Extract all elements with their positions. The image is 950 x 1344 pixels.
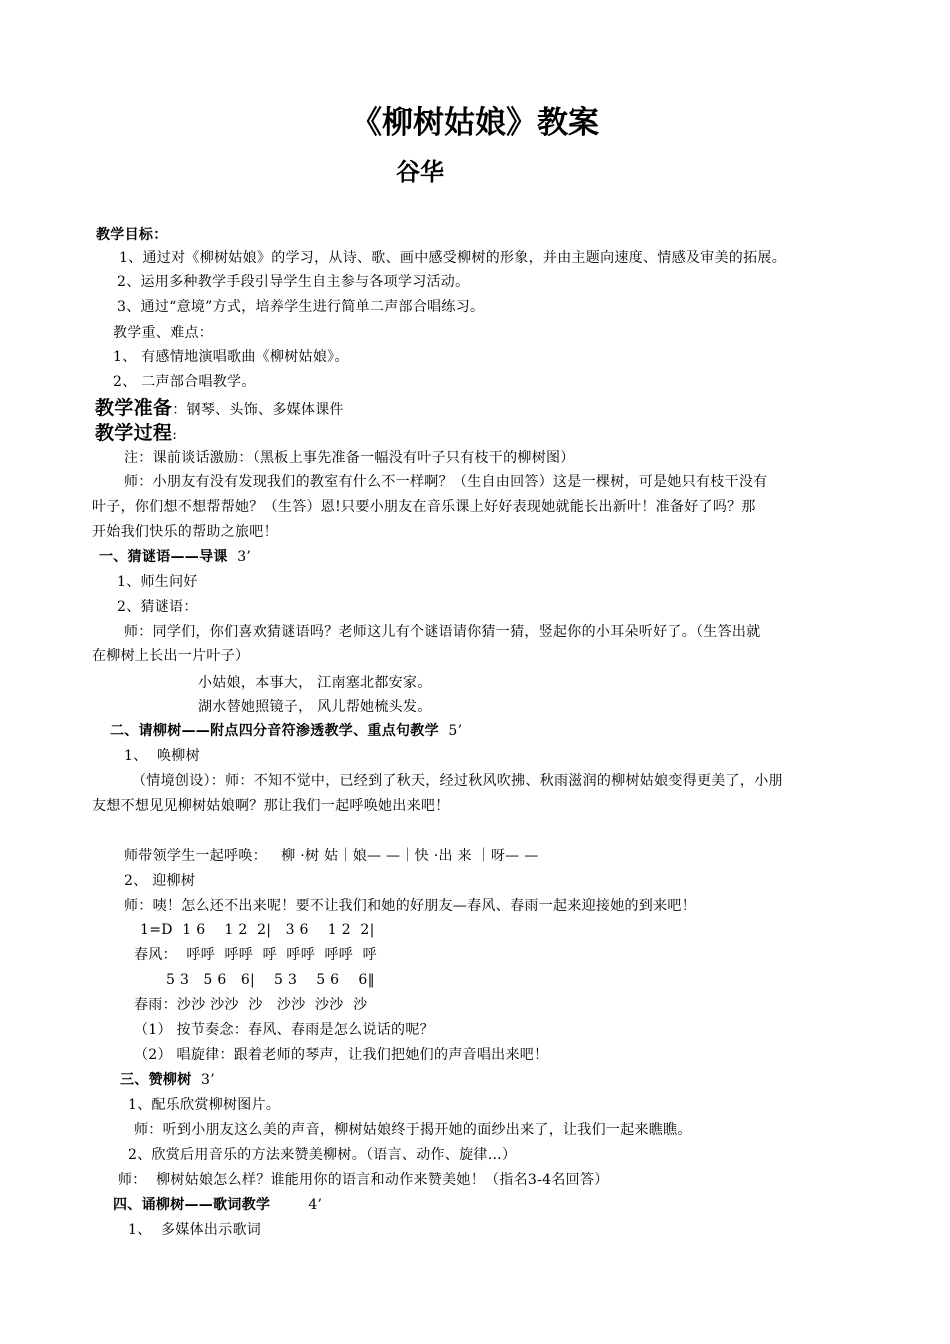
section2-line: 师：咦！怎么还不出来呢！要不让我们和她的好朋友—春风、春雨一起来迎接她的到来吧！ [124, 898, 696, 914]
section4-line: 1、 多媒体出示歌词 [128, 1222, 262, 1238]
section1-time: 3’ [237, 549, 252, 565]
section4-time: 4’ [308, 1197, 323, 1213]
section2-line: （1） 按节奏念：春风、春雨是怎么说话的呢？ [134, 1022, 434, 1038]
section3-heading-line [120, 1070, 215, 1090]
section2-line: 师带领学生一起呼唤： 柳 ·树 姑｜娘— —｜快 ·出 来 ｜呀— — [124, 848, 539, 864]
section2-line: 友想不想见见柳树姑娘啊？那让我们一起呼唤她出来吧！ [92, 798, 450, 814]
section3-line: 师：听到小朋友这么美的声音，柳树姑娘终于揭开她的面纱出来了，让我们一起来瞧瞧。 [134, 1122, 692, 1138]
section4-heading: 四、诵柳树——歌词教学 [113, 1197, 271, 1213]
section3-time: 3’ [201, 1072, 215, 1088]
prep-text: 钢琴、头饰、多媒体课件 [186, 402, 344, 418]
section1-line: 师：同学们，你们喜欢猜谜语吗？老师这儿有个谜语请你猜一猜，竖起你的小耳朵听好了。（生答出就 [124, 624, 761, 640]
process-colon: : [172, 427, 178, 443]
section2-line: 1、 唤柳树 [124, 748, 200, 764]
objective-item: 2、运用多种教学手段引导学生自主参与各项学习活动。 [117, 274, 470, 290]
paragraph-line: 叶子，你们想不想帮帮她？（生答）恩!只要小朋友在音乐课上好好表现她就能长出新叶！准备好了吗？那 [92, 499, 756, 515]
paragraph-line: 师：小朋友有没有发现我们的教室有什么不一样啊？（生自由回答）这是一棵树，可是她只有枝干没有 [124, 474, 768, 490]
section1-heading-line [99, 547, 251, 567]
section3-line: 师： 柳树姑娘怎么样？谁能用你的语言和动作来赞美她！（指名3-4名回答） [118, 1172, 609, 1188]
section1-heading: 一、猜谜语——导课 [99, 549, 228, 565]
prep-heading: 教学准备 [95, 397, 173, 419]
notation-line: 5 3 5 6 6| 5 3 5 6 6‖ [166, 972, 375, 988]
section2-line: （情境创设）：师：不知不觉中，已经到了秋天，经过秋风吹拂、秋雨滋润的柳树姑娘变得更美了，小朋 [132, 773, 783, 789]
prep-line [95, 398, 344, 420]
section2-heading-line [110, 721, 462, 741]
riddle-line: 小姑娘，本事大， 江南塞北都安家。 [198, 675, 432, 691]
section1-line: 2、猜谜语： [117, 599, 198, 615]
notation-line: 1=D 1 6 1 2 2| 3 6 1 2 2| [140, 922, 375, 938]
document-title: 《柳树姑娘》教案 [351, 105, 599, 141]
section3-heading: 三、赞柳树 [120, 1072, 192, 1088]
section3-line: 1、配乐欣赏柳树图片。 [128, 1097, 281, 1113]
lyric-line: 春风： 呼呼 呼呼 呼 呼呼 呼呼 呼 [134, 947, 377, 963]
section3-line: 2、欣赏后用音乐的方法来赞美柳树。（语言、动作、旋律…） [128, 1147, 517, 1163]
paragraph-line: 开始我们快乐的帮助之旅吧！ [92, 524, 278, 540]
objective-item: 1、通过对《柳树姑娘》的学习，从诗、歌、画中感受柳树的形象，并由主题向速度、情感及审美的拓展。 [119, 250, 787, 266]
section2-line: （2） 唱旋律：跟着老师的琴声，让我们把她们的声音唱出来吧！ [134, 1047, 549, 1063]
section2-heading: 二、请柳树——附点四分音符渗透教学、重点句教学 [110, 723, 439, 739]
key-point-item: 1、 有感情地演唱歌曲《柳树姑娘》。 [113, 349, 349, 365]
section2-line: 2、 迎柳树 [124, 873, 196, 889]
section1-line: 在柳树上长出一片叶子） [92, 648, 250, 664]
key-point-item: 2、 二声部合唱教学。 [113, 374, 256, 390]
process-line [95, 423, 177, 445]
objective-item: 3、通过“意境”方式，培养学生进行简单二声部合唱练习。 [117, 299, 485, 315]
objectives-heading: 教学目标： [96, 227, 168, 243]
process-heading: 教学过程 [95, 422, 173, 444]
process-note: 注：课前谈话激励：（黑板上事先准备一幅没有叶子只有枝干的柳树图） [124, 450, 575, 466]
key-points-heading: 教学重、难点： [113, 325, 214, 341]
riddle-line: 湖水替她照镜子， 风儿帮她梳头发。 [198, 699, 432, 715]
prep-colon: ： [172, 402, 187, 418]
section4-heading-line [113, 1195, 322, 1215]
lyric-line: 春雨：沙沙 沙沙 沙 沙沙 沙沙 沙 [134, 997, 368, 1013]
section1-line: 1、师生问好 [117, 574, 198, 590]
author-name: 谷华 [396, 158, 444, 186]
section2-time: 5’ [448, 723, 463, 739]
